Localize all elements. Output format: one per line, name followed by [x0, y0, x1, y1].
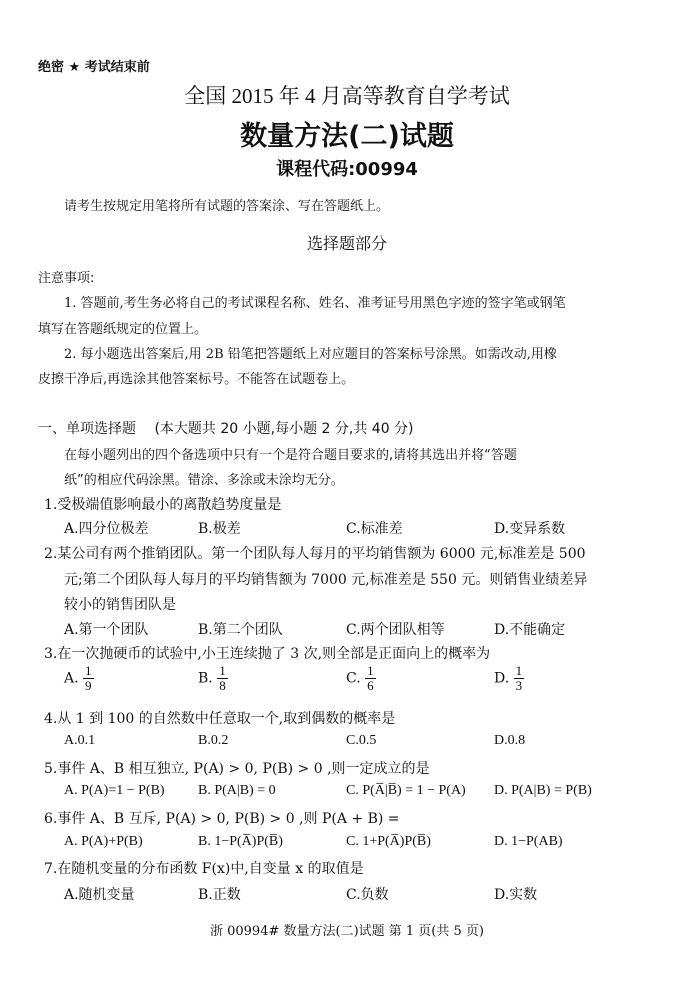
q1-option-d[interactable]: D.变异系数	[494, 521, 566, 537]
fraction-denominator: 9	[85, 678, 92, 693]
q3-option-c-letter: C.	[346, 670, 361, 687]
question-6-stem: 6.事件 A、B 互斥, P(A) > 0, P(B) > 0 ,则 P(A + B) =	[44, 811, 400, 827]
q7-option-b[interactable]: B.正数	[198, 887, 241, 903]
q4-option-d[interactable]: D.0.8	[494, 733, 526, 748]
q6-option-d[interactable]: D. 1−P(AB)	[494, 834, 563, 849]
question-2-stem-line-2: 元;第二个团队每人每月的平均销售额为 7000 元,标准差是 550 元。则销售业绩差异	[64, 572, 588, 588]
q1-option-c[interactable]: C.标准差	[346, 521, 403, 537]
q3-option-d[interactable]	[494, 664, 524, 693]
answer-instruction: 请考生按规定用笔将所有试题的答案涂、写在答题纸上。	[64, 199, 390, 214]
notes-heading: 注意事项:	[38, 271, 95, 286]
note-2-line-2: 皮擦干净后,再选涂其他答案标号。不能答在试题卷上。	[38, 372, 355, 387]
q6-option-c[interactable]: C. 1+P(A̅)P(B̅)	[346, 834, 431, 849]
course-code: 课程代码:00994	[276, 159, 418, 180]
fraction-numerator: 1	[85, 663, 92, 678]
q2-option-a[interactable]: A.第一个团队	[64, 622, 149, 638]
fraction-numerator: 1	[367, 663, 374, 678]
q7-option-a[interactable]: A.随机变量	[64, 887, 135, 903]
q1-option-b[interactable]: B.极差	[198, 521, 241, 537]
fraction-numerator: 1	[219, 663, 226, 678]
q7-option-c[interactable]: C.负数	[346, 887, 389, 903]
q5-option-a[interactable]: A. P(A)=1 − P(B)	[64, 783, 165, 798]
q5-option-d[interactable]: D. P(A|B) = P(B)	[494, 783, 592, 798]
fraction-denominator: 6	[367, 678, 374, 693]
page-footer: 浙 00994# 数量方法(二)试题 第 1 页(共 5 页)	[209, 924, 484, 939]
confidential-label: 绝密 ★ 考试结束前	[38, 60, 150, 75]
fraction-denominator: 8	[219, 678, 226, 693]
q3-option-b-letter: B.	[198, 670, 213, 687]
q2-option-c[interactable]: C.两个团队相等	[346, 622, 445, 638]
q2-option-b[interactable]: B.第二个团队	[198, 622, 283, 638]
question-4-stem: 4.从 1 到 100 的自然数中任意取一个,取到偶数的概率是	[44, 711, 396, 727]
q6-option-b[interactable]: B. 1−P(A̅)P(B̅)	[198, 834, 283, 849]
part-1-detail: (本大题共 20 小题,每小题 2 分,共 40 分)	[154, 421, 414, 437]
q3-option-d-letter: D.	[494, 670, 510, 687]
q3-option-d-fraction	[514, 664, 525, 693]
part-1-heading	[38, 418, 414, 438]
fraction-denominator: 3	[515, 678, 523, 693]
paper-title: 数量方法(二)试题	[240, 121, 454, 152]
note-1-line-1: 1. 答题前,考生务必将自己的考试课程名称、姓名、准考证号用黑色字迹的签字笔或钢笔	[64, 296, 566, 311]
q3-option-b[interactable]	[198, 664, 228, 693]
q1-option-a[interactable]: A.四分位极差	[64, 521, 149, 537]
section-title: 选择题部分	[306, 234, 387, 253]
note-2-line-1: 2. 每小题选出答案后,用 2B 铅笔把答题纸上对应题目的答案标号涂黑。如需改动,用橡	[64, 347, 557, 362]
q4-option-a[interactable]: A.0.1	[64, 733, 96, 748]
q3-option-b-fraction	[217, 664, 228, 693]
question-1-stem: 1.受极端值影响最小的离散趋势度量是	[44, 497, 282, 513]
q6-option-a[interactable]: A. P(A)+P(B)	[64, 834, 143, 849]
q7-option-d[interactable]: D.实数	[494, 887, 538, 903]
q4-option-c[interactable]: C.0.5	[346, 733, 377, 748]
question-2-stem-line-1: 2.某公司有两个推销团队。第一个团队每人每月的平均销售额为 6000 元,标准差是 500	[44, 546, 586, 562]
q3-option-a-letter: A.	[64, 670, 79, 687]
part-1-desc-line-2: 纸”的相应代码涂黑。错涂、多涂或未涂均无分。	[64, 473, 344, 488]
q4-option-b[interactable]: B.0.2	[198, 733, 229, 748]
question-5-stem: 5.事件 A、B 相互独立, P(A) > 0, P(B) > 0 ,则一定成立的是	[44, 761, 430, 777]
q3-option-c[interactable]	[346, 664, 376, 693]
question-3-stem: 3.在一次抛硬币的试验中,小王连续抛了 3 次,则全部是正面向上的概率为	[44, 646, 491, 662]
part-1-desc-line-1: 在每小题列出的四个备选项中只有一个是符合题目要求的,请将其选出并将“答题	[64, 448, 517, 463]
part-1-label: 一、单项选择题	[38, 421, 136, 437]
q5-option-b[interactable]: B. P(A|B) = 0	[198, 783, 276, 798]
q5-option-c[interactable]: C. P(A̅|B̅) = 1 − P(A)	[346, 783, 466, 798]
q2-option-d[interactable]: D.不能确定	[494, 622, 566, 638]
question-2-stem-line-3: 较小的销售团队是	[64, 597, 176, 613]
q3-option-a[interactable]	[64, 664, 94, 693]
note-1-line-2: 填写在答题纸规定的位置上。	[38, 322, 208, 337]
question-7-stem: 7.在随机变量的分布函数 F(x)中,自变量 x 的取值是	[44, 861, 364, 877]
q3-option-a-fraction	[83, 664, 94, 693]
q3-option-c-fraction	[365, 664, 376, 693]
exam-title: 全国 2015 年 4 月高等教育自学考试	[184, 84, 510, 108]
fraction-numerator: 1	[515, 663, 523, 678]
